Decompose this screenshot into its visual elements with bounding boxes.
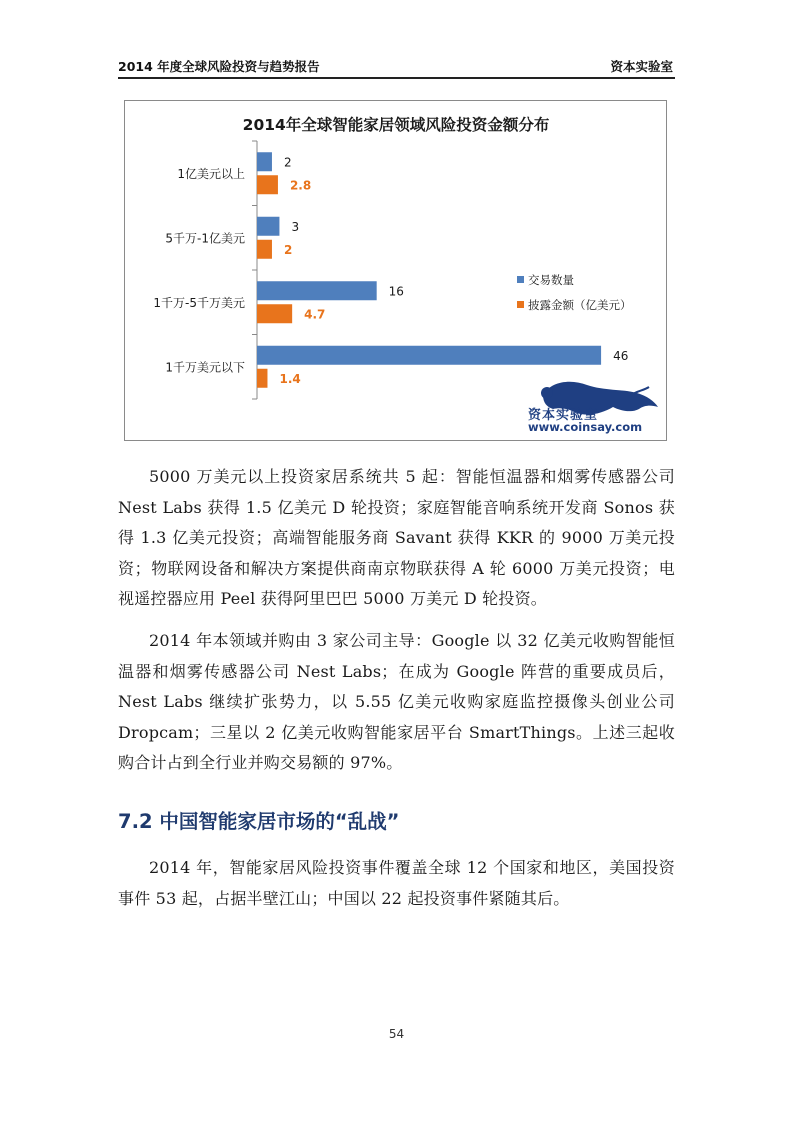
bar-value-label: 2 <box>283 155 292 170</box>
category-tick-label: 5千万-1亿美元 <box>165 231 245 246</box>
category-tick-label: 1千万-5千万美元 <box>153 295 245 310</box>
bar-value-label: 4.7 <box>304 307 326 322</box>
paragraph-china-market: 2014 年，智能家居风险投资事件覆盖全球 12 个国家和地区，美国投资事件 53 起，占据半壁江山；中国以 22 起投资事件紧随其后。 <box>118 858 675 908</box>
legend-swatch <box>517 276 524 283</box>
bar-series-1 <box>257 217 279 236</box>
bar-series-1 <box>257 152 272 171</box>
bar-value-label: 16 <box>388 284 404 299</box>
category-tick-label: 1亿美元以上 <box>177 166 245 181</box>
header-rule <box>118 77 675 79</box>
watermark-url: www.coinsay.com <box>528 420 643 434</box>
bar-series-2 <box>257 369 267 388</box>
legend-swatch <box>517 301 524 308</box>
bar-value-label: 2.8 <box>289 178 312 193</box>
bar-value-label: 46 <box>613 348 629 363</box>
bar-series-1 <box>257 346 601 365</box>
page-header-publisher: 资本实验室 <box>610 59 673 74</box>
bar-value-label: 3 <box>291 219 300 234</box>
paragraph-investments: 5000 万美元以上投资家居系统共 5 起：智能恒温器和烟雾传感器公司 Nest Labs 获得 1.5 亿美元 D 轮投资；家庭智能音响系统开发商 Sonos 获得 1.3 亿美元投资；高端智能服务商 Savant 获得 KKR 的 9000 万美元投资；物联网设备和解决方案提供商南京物联获得 A 轮 6000 万美元投资；电视遥控器应用 Peel 获得阿里巴巴 5000 万美元 D 轮投资。 <box>118 467 675 608</box>
category-tick-label: 1千万美元以下 <box>165 360 245 375</box>
legend-label: 交易数量 <box>528 273 574 287</box>
chart-title: 2014年全球智能家居领域风险投资金额分布 <box>242 116 550 134</box>
page-header-title: 2014 年度全球风险投资与趋势报告 <box>118 59 320 74</box>
paragraph-acquisitions: 2014 年本领域并购由 3 家公司主导：Google 以 32 亿美元收购智能恒温器和烟雾传感器公司 Nest Labs；在成为 Google 阵营的重要成员后，Nest Labs 继续扩张势力，以 5.55 亿美元收购家庭监控摄像头创业公司 Dropcam；三星以 2 亿美元收购智能家居平台 SmartThings。上述三起收购合计占到全行业并购交易额的 97%。 <box>118 631 675 772</box>
legend-label: 披露金额（亿美元） <box>528 298 632 312</box>
bar-series-1 <box>257 281 377 300</box>
bar-series-2 <box>257 304 292 323</box>
page-number: 54 <box>388 1027 405 1041</box>
section-title: 7.2 中国智能家居市场的“乱战” <box>118 810 400 833</box>
bar-series-2 <box>257 175 278 194</box>
bar-value-label: 2 <box>283 242 293 257</box>
watermark-name: 资本实验室 <box>528 408 599 423</box>
bar-value-label: 1.4 <box>279 371 301 386</box>
bar-series-2 <box>257 240 272 259</box>
